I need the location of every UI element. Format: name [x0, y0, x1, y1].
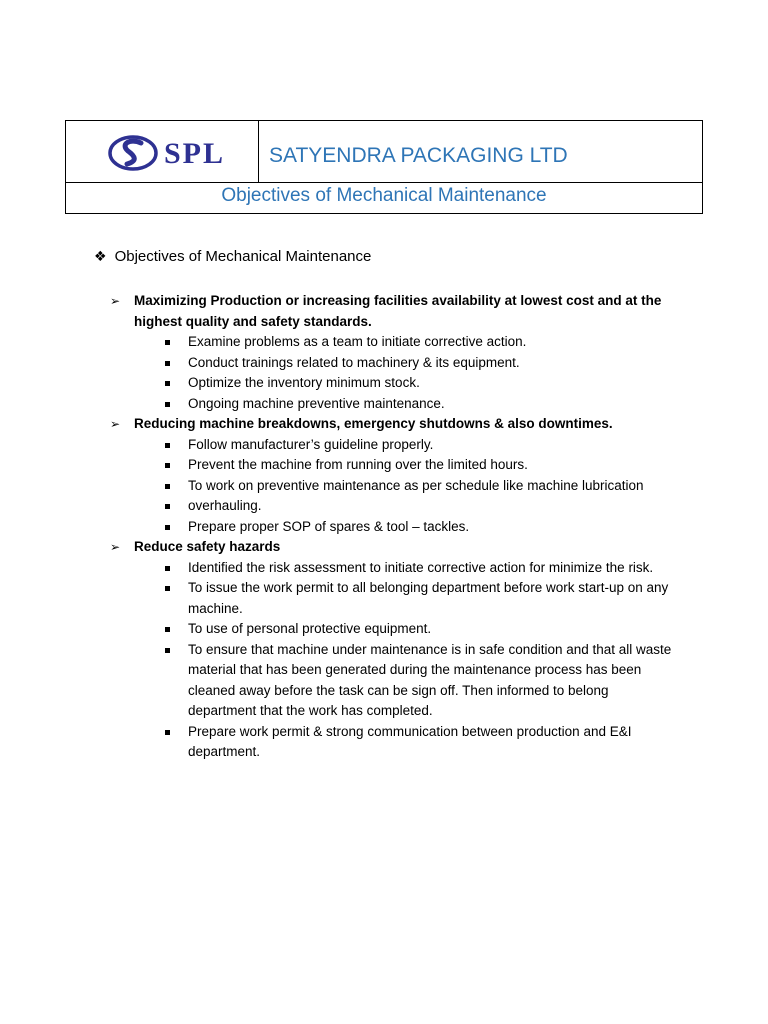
square-bullet-icon	[165, 484, 170, 489]
square-bullet-icon	[165, 340, 170, 345]
list-item-text: Prevent the machine from running over the limited hours.	[188, 457, 528, 472]
list-item	[134, 353, 678, 374]
list-item	[134, 578, 678, 619]
list-item	[134, 435, 678, 456]
list-item	[134, 373, 678, 394]
diamond-bullet-icon: ❖	[94, 248, 107, 264]
section-heading	[94, 248, 371, 266]
list-item	[134, 394, 678, 415]
list-item-text: To issue the work permit to all belonging department before work start-up on any machine.	[188, 580, 669, 616]
square-bullet-icon	[165, 463, 170, 468]
square-bullet-icon	[165, 361, 170, 366]
list-item-text: To ensure that machine under maintenance is in safe condition and that all waste material that has been generated during the maintenance process has been cleaned away before the task can be sign off. Then informed to belong department that the work has completed.	[188, 641, 672, 718]
square-bullet-icon	[165, 525, 170, 530]
logo-text: SPL	[164, 137, 226, 170]
list-item	[134, 332, 678, 353]
section-heading-text: Objectives of Mechanical Maintenance	[114, 248, 372, 265]
objective-sub-list	[134, 332, 678, 414]
document-header-table	[65, 120, 703, 214]
objective-item	[108, 291, 678, 414]
list-item	[134, 496, 678, 517]
list-item	[134, 558, 678, 579]
objective-title: Reducing machine breakdowns, emergency shutdowns & also downtimes.	[134, 416, 613, 431]
square-bullet-icon	[165, 648, 170, 653]
objective-sub-list	[134, 435, 678, 538]
list-item-text: Conduct trainings related to machinery & its equipment.	[188, 354, 520, 370]
list-item	[134, 517, 678, 538]
square-bullet-icon	[165, 504, 170, 509]
list-item	[134, 619, 678, 640]
document-title: Objectives of Mechanical Maintenance	[221, 185, 547, 206]
list-item-text: To work on preventive maintenance as per schedule like machine lubrication	[188, 477, 644, 493]
list-item	[134, 476, 678, 497]
objective-title: Reduce safety hazards	[134, 539, 281, 554]
square-bullet-icon	[165, 381, 170, 386]
list-item-text: Prepare work permit & strong communication between production and E&I department.	[188, 723, 632, 759]
list-item-text: Prepare proper SOP of spares & tool – tackles.	[188, 518, 470, 534]
list-item-text: Follow manufacturer’s guideline properly.	[188, 436, 434, 452]
objective-title: Maximizing Production or increasing facilities availability at lowest cost and at the highest quality and safety standards.	[134, 293, 662, 329]
list-item-text: To use of personal protective equipment.	[188, 621, 432, 636]
list-item-text: Identified the risk assessment to initiate corrective action for minimize the risk.	[188, 559, 654, 575]
list-item-text: Ongoing machine preventive maintenance.	[188, 395, 445, 411]
arrow-bullet-icon: ➢	[110, 417, 121, 431]
arrow-bullet-icon: ➢	[110, 294, 121, 308]
square-bullet-icon	[165, 566, 170, 571]
list-item-text: Optimize the inventory minimum stock.	[188, 375, 420, 390]
list-item-text: overhauling.	[188, 498, 262, 513]
square-bullet-icon	[165, 443, 170, 448]
company-name: SATYENDRA PACKAGING LTD	[269, 144, 568, 167]
logo-cell	[66, 121, 259, 182]
list-item	[134, 640, 678, 722]
header-top-row	[66, 121, 702, 183]
list-item-text: Examine problems as a team to initiate corrective action.	[188, 334, 527, 349]
square-bullet-icon	[165, 586, 170, 591]
spl-logo-icon	[108, 134, 160, 172]
objective-sub-list	[134, 558, 678, 763]
arrow-bullet-icon: ➢	[110, 540, 121, 554]
square-bullet-icon	[165, 627, 170, 632]
objective-item	[108, 414, 678, 537]
square-bullet-icon	[165, 730, 170, 735]
square-bullet-icon	[165, 402, 170, 407]
list-item	[134, 722, 678, 763]
list-item	[134, 455, 678, 476]
objectives-list	[108, 291, 678, 763]
objective-item	[108, 537, 678, 763]
